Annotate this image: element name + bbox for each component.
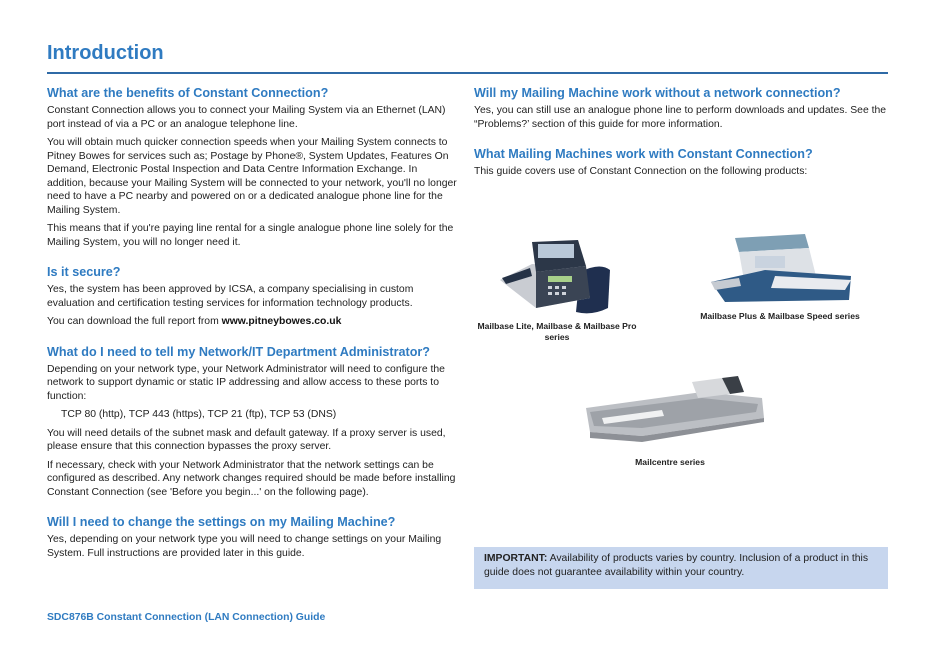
section-heading: Will I need to change the settings on my Mailing Machine? (47, 515, 396, 529)
paragraph: Yes, the system has been approved by ICSA, a company specialising in custom evaluation and certification testing services for information technology products. (47, 284, 414, 309)
page-footer: SDC876B Constant Connection (LAN Connection) Guide (47, 612, 326, 623)
product-mailcentre (570, 372, 770, 468)
mailbase-plus-image (705, 230, 855, 306)
website-link[interactable]: www.pitneybowes.co.uk (221, 316, 342, 327)
section-benefits (47, 86, 457, 249)
product-mailbase-plus (700, 230, 860, 322)
section-settings (47, 515, 457, 560)
product-mailbase-lite (474, 232, 640, 343)
product-caption: Mailbase Plus & Mailbase Speed series (700, 311, 860, 321)
paragraph: You will obtain much quicker connection speeds when your Mailing System connects to Pitney Bowes for services such as; Postage by Phone®, System Updates, Features On Demand, Electronic Postal Inspection and Data Centre Information Exchange. In addition, because your Mailing System will be connected to your network, you'll no longer need to have a PC nearby and powered on or a dedicated analogue phone line for the Mailing System. (47, 137, 457, 216)
section-heading: Is it secure? (47, 265, 121, 279)
paragraph: Yes, depending on your network type you will need to change settings on your Mailing System. Full instructions are provided later in this guide. (47, 534, 442, 559)
important-label: IMPORTANT: (484, 553, 548, 564)
paragraph: Depending on your network type, your Network Administrator will need to configure the network to support dynamic or static IP addressing and allow access to these ports to function: (47, 363, 445, 402)
section-network-admin (47, 345, 457, 500)
section-heading: What are the benefits of Constant Connection? (47, 86, 329, 100)
title-divider (47, 72, 888, 74)
product-caption: Mailbase Lite, Mailbase & Mailbase Pro series (477, 321, 637, 342)
paragraph (47, 315, 457, 329)
paragraph: This guide covers use of Constant Connection on the following products: (474, 166, 808, 177)
paragraph: Constant Connection allows you to connect your Mailing System via an Ethernet (LAN) port instead of via a PC or an analogue telephone line. (47, 105, 446, 130)
download-text: You can download the full report from (47, 316, 222, 327)
section-heading: Will my Mailing Machine work without a network connection? (474, 86, 841, 100)
section-security (47, 265, 457, 329)
section-no-network (474, 86, 888, 131)
section-heading: What Mailing Machines work with Constant Connection? (474, 147, 813, 161)
left-column (47, 86, 457, 576)
mailbase-lite-image (492, 232, 622, 316)
paragraph: Yes, you can still use an analogue phone line to perform downloads and updates. See the “Problems?’ section of this guide for more information. (474, 105, 887, 130)
section-compatible-machines (474, 147, 888, 179)
important-notice (474, 547, 888, 589)
mailcentre-image (572, 372, 768, 444)
product-caption: Mailcentre series (635, 457, 705, 467)
important-text: Availability of products varies by country. Inclusion of a product in this guide does not guarantee availability within your country. (484, 553, 869, 578)
page-title: Introduction (47, 42, 164, 64)
paragraph: You will need details of the subnet mask and default gateway. If a proxy server is used, please ensure that this connection bypasses the proxy server. (47, 427, 446, 452)
section-heading: What do I need to tell my Network/IT Department Administrator? (47, 344, 430, 359)
ports-list: TCP 80 (http), TCP 443 (https), TCP 21 (ftp), TCP 53 (DNS) (61, 409, 337, 420)
paragraph: If necessary, check with your Network Administrator that the network settings can be configured as described. Any network changes required should be made before installing Constant Connection (see 'Before you begin...' on the following page). (47, 459, 456, 498)
paragraph: This means that if you're paying line rental for a single analogue phone line solely for the Mailing System, you will no longer need it. (47, 223, 454, 248)
right-column (474, 86, 888, 195)
